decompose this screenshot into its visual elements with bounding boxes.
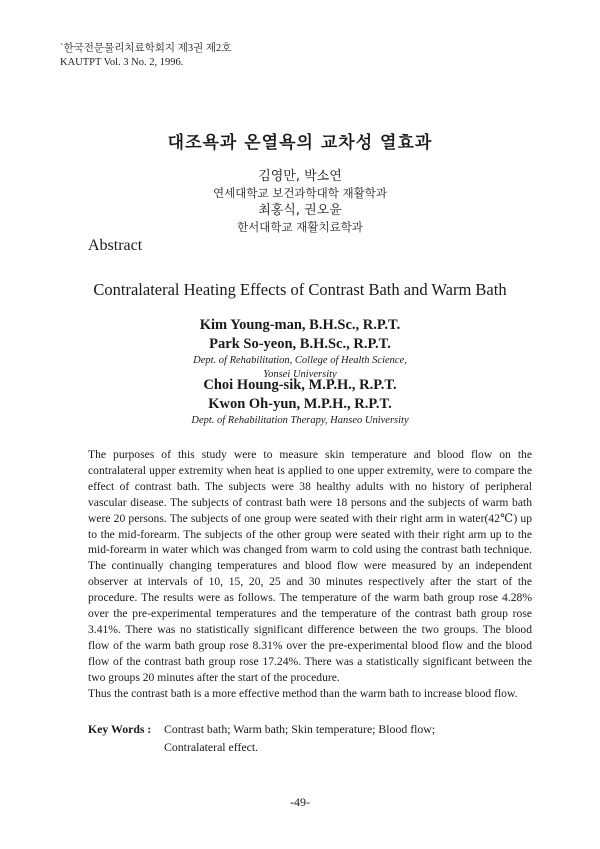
abstract-heading: Abstract xyxy=(88,237,143,254)
korean-title: 대조욕과 온열욕의 교차성 열효과 xyxy=(167,133,433,153)
keywords-values xyxy=(164,720,524,756)
affiliation-yonsei-line1: Dept. of Rehabilitation, College of Health Science, xyxy=(193,355,407,366)
affiliation-yonsei-line2: Yonsei University xyxy=(263,369,337,380)
journal-korean-line: `한국전문물리치료학회지 제3권 제2호 xyxy=(60,43,232,54)
journal-header xyxy=(60,42,231,70)
affiliation-hanseo: Dept. of Rehabilitation Therapy, Hanseo University xyxy=(191,415,409,426)
english-author-group-2 xyxy=(0,376,600,428)
keywords-label: Key Words : xyxy=(88,722,152,736)
korean-author-group-1 xyxy=(0,168,600,202)
keywords xyxy=(88,720,524,756)
korean-authors-1: 김영만, 박소연 xyxy=(258,169,342,184)
journal-english-line: KAUTPT Vol. 3 No. 2, 1996. xyxy=(60,57,184,68)
korean-affiliation-1: 연세대학교 보건과학대학 재활학과 xyxy=(213,186,387,200)
korean-author-group-2 xyxy=(0,202,600,236)
keywords-line-1: Contrast bath; Warm bath; Skin temperature; Blood flow; xyxy=(164,722,436,736)
abstract-paragraph-2: Thus the contrast bath is a more effective method than the warm bath to increase blood flow. xyxy=(88,686,518,700)
english-author-group-1 xyxy=(0,316,600,382)
author-park: Park So-yeon, B.H.Sc., R.P.T. xyxy=(209,336,391,352)
english-title: Contralateral Heating Effects of Contrast Bath and Warm Bath xyxy=(93,280,507,299)
keywords-line-2: Contralateral effect. xyxy=(164,740,259,754)
page-number: -49- xyxy=(290,795,310,809)
korean-affiliation-2: 한서대학교 재활치료학과 xyxy=(237,220,363,234)
abstract-body xyxy=(88,447,532,702)
author-choi: Choi Houng-sik, M.P.H., R.P.T. xyxy=(203,377,397,393)
korean-authors-2: 최홍식, 권오윤 xyxy=(258,203,342,218)
abstract-paragraph-1: The purposes of this study were to measure skin temperature and blood flow on the contralateral upper extremity when heat is applied to one upper extremity, were to compare the effect of contrast bath. The subjects were 38 healthy adults with no history of peripheral vascular disease. The subjects of contrast bath were 18 persons and the subjects of warm bath were 20 persons. The subjects of one group were seated with their right arm in water(42℃) up to the mid-forearm. The subjects of the other group were seated with their right arm up to the mid-forearm in water which was changed from warm to cold using the contrast bath technique. The continually changing temperatures and blood flow were measured by an independent observer at intervals of 10, 15, 20, 25 and 30 minutes respectively after the start of the procedure. The results were as follows. The temperature of the warm bath group rose 4.28% over the pre-experimental temperatures and the temperature of the contrast bath group rose 3.41%. There was no statistically significant difference between the two groups. The blood flow of the warm bath group rose 8.31% over the pre-experimental blood flow and the blood flow of the contrast bath group rose 17.24%. There was a statistically significant between the two groups 20 minutes after the start of the procedure. xyxy=(88,448,532,684)
author-kim: Kim Young-man, B.H.Sc., R.P.T. xyxy=(199,317,401,333)
author-kwon: Kwon Oh-yun, M.P.H., R.P.T. xyxy=(208,396,392,412)
